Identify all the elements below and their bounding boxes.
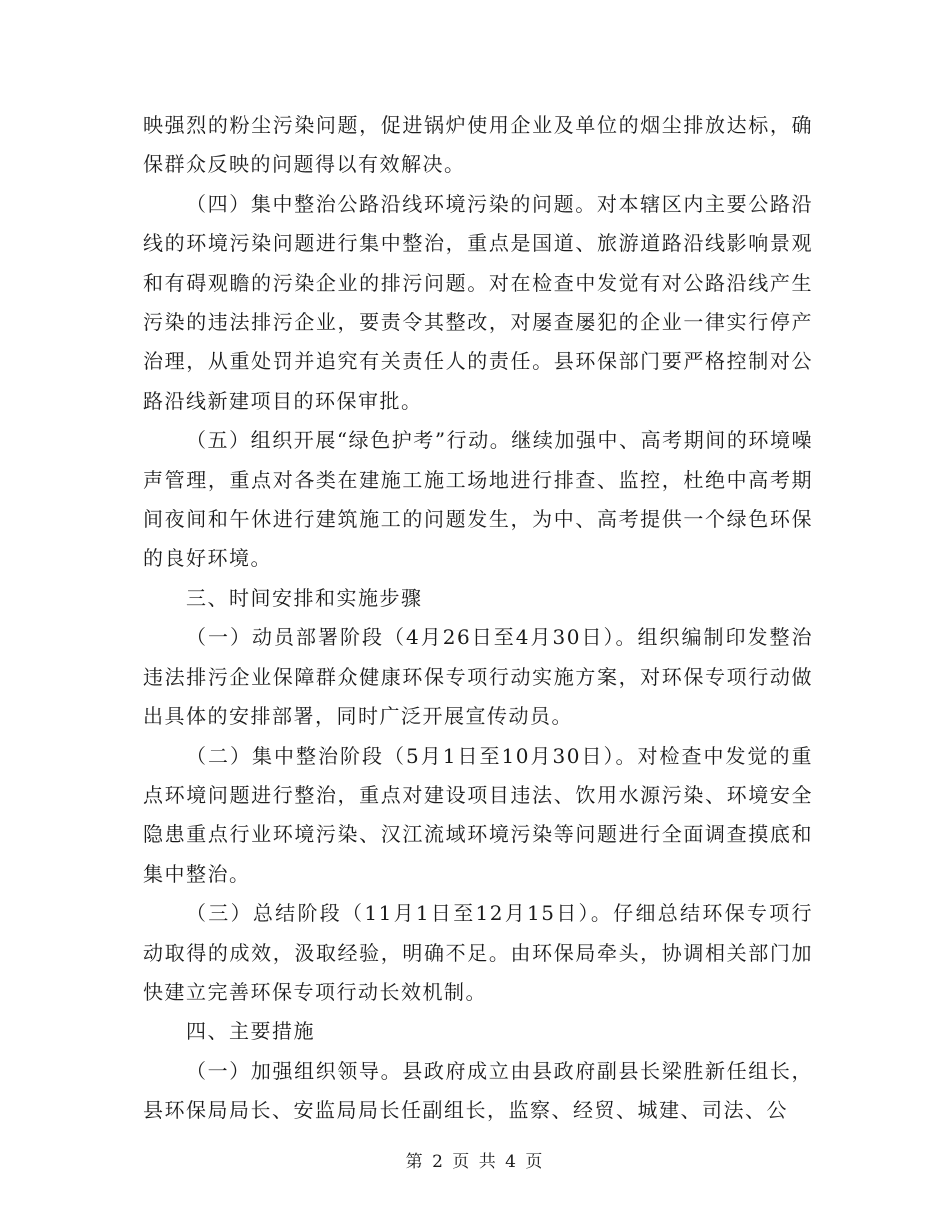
section-heading-3: 三、时间安排和实施步骤 [186,585,423,610]
paragraph-continuation: 映强烈的粉尘污染问题，促进锅炉使用企业及单位的烟尘排放达标，确保群众反映的问题得以有效解决。 [143,113,813,177]
paragraph-item-5: （五）组织开展“绿色护考”行动。继续加强中、高考期间的环境噪声管理，重点对各类在建施工施工场地进行排查、监控，杜绝中高考期间夜间和午休进行建筑施工的问题发生，为中、高考提供一个绿色环保的良好环境。 [143,428,813,571]
paragraph-step-1: （一）动员部署阶段（4月26日至4月30日）。组织编制印发整治违法排污企业保障群众健康环保专项行动实施方案，对环保专项行动做出具体的安排部署，同时广泛开展宣传动员。 [143,625,813,729]
paragraph-step-2: （二）集中整治阶段（5月1日至10月30日）。对检查中发觉的重点环境问题进行整治，重点对建设项目违法、饮用水源污染、环境安全隐患重点行业环境污染、汉江流域环境污染等问题进行全面调查摸底和集中整治。 [143,743,813,886]
paragraph-step-3: （三）总结阶段（11月1日至12月15日）。仔细总结环保专项行动取得的成效，汲取经验，明确不足。由环保局牵头，协调相关部门加快建立完善环保专项行动长效机制。 [143,901,813,1004]
section-heading-4: 四、主要措施 [186,1019,315,1044]
page-number-footer: 第 2 页 共 4 页 [405,1152,545,1172]
paragraph-item-4: （四）集中整治公路沿线环境污染的问题。对本辖区内主要公路沿线的环境污染问题进行集中整治，重点是国道、旅游道路沿线影响景观和有碍观瞻的污染企业的排污问题。对在检查中发觉有对公路沿线产生污染的违法排污企业，要责令其整改，对屡查屡犯的企业一律实行停产治理，从重处罚并追究有关责任人的责任。县环保部门要严格控制对公路沿线新建项目的环保审批。 [143,191,813,413]
document-body [143,106,813,1131]
paragraph-measure-1: （一）加强组织领导。县政府成立由县政府副县长梁胜新任组长，县环保局局长、安监局局长任副组长，监察、经贸、城建、司法、公 [143,1058,813,1123]
